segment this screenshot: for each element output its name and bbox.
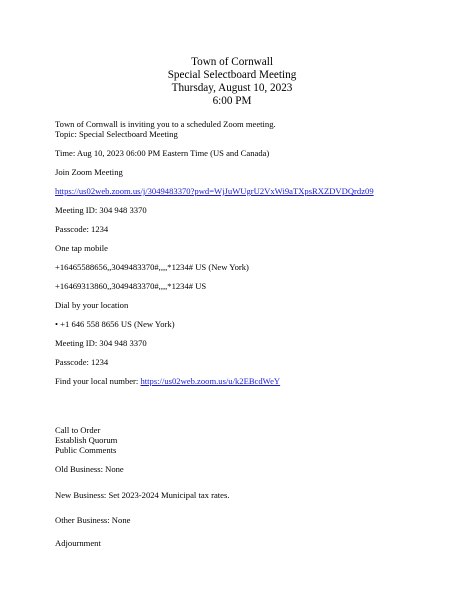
topic-text: Topic: Special Selectboard Meeting (55, 129, 178, 139)
meeting-header (0, 56, 464, 108)
meeting-time: 6:00 PM (212, 95, 252, 107)
find-local-label: Find your local number: (55, 376, 141, 386)
agenda-old-business: Old Business: None (55, 464, 124, 474)
find-local-number (55, 376, 280, 386)
agenda-new-business: New Business: Set 2023-2024 Municipal tax rates. (55, 490, 230, 500)
one-tap-label: One tap mobile (55, 243, 108, 253)
dial-number: • +1 646 558 8656 US (New York) (55, 319, 175, 329)
find-local-link[interactable]: https://us02web.zoom.us/u/k2EBcdWeY (140, 376, 281, 386)
join-label: Join Zoom Meeting (55, 167, 123, 177)
agenda-public-comments: Public Comments (55, 445, 117, 455)
agenda-other-business: Other Business: None (55, 515, 131, 525)
time-text: Time: Aug 10, 2023 06:00 PM Eastern Time (US and Canada) (55, 148, 270, 158)
agenda-quorum: Establish Quorum (55, 435, 118, 445)
meeting-date: Thursday, August 10, 2023 (171, 82, 293, 94)
passcode-text: Passcode: 1234 (55, 224, 109, 234)
agenda-call-to-order: Call to Order (55, 425, 101, 435)
dial-label: Dial by your location (55, 300, 129, 310)
passcode-text-2: Passcode: 1234 (55, 357, 109, 367)
meeting-id-text: Meeting ID: 304 948 3370 (55, 205, 147, 215)
meeting-id-text-2: Meeting ID: 304 948 3370 (55, 338, 147, 348)
one-tap-number-2: +16469313860,,3049483370#,,,,*1234# US (55, 281, 207, 291)
invite-text: Town of Cornwall is inviting you to a scheduled Zoom meeting. (55, 119, 276, 129)
meeting-title: Special Selectboard Meeting (167, 69, 297, 81)
one-tap-number-1: +16465588656,,3049483370#,,,,*1234# US (New York) (55, 262, 249, 272)
join-zoom-link[interactable]: https://us02web.zoom.us/j/3049483370?pwd=WjJuWUgrU2VxWi9aTXpsRXZDVDQrdz09 (55, 186, 374, 196)
town-name: Town of Cornwall (191, 56, 273, 68)
agenda-adjournment: Adjournment (55, 538, 101, 548)
